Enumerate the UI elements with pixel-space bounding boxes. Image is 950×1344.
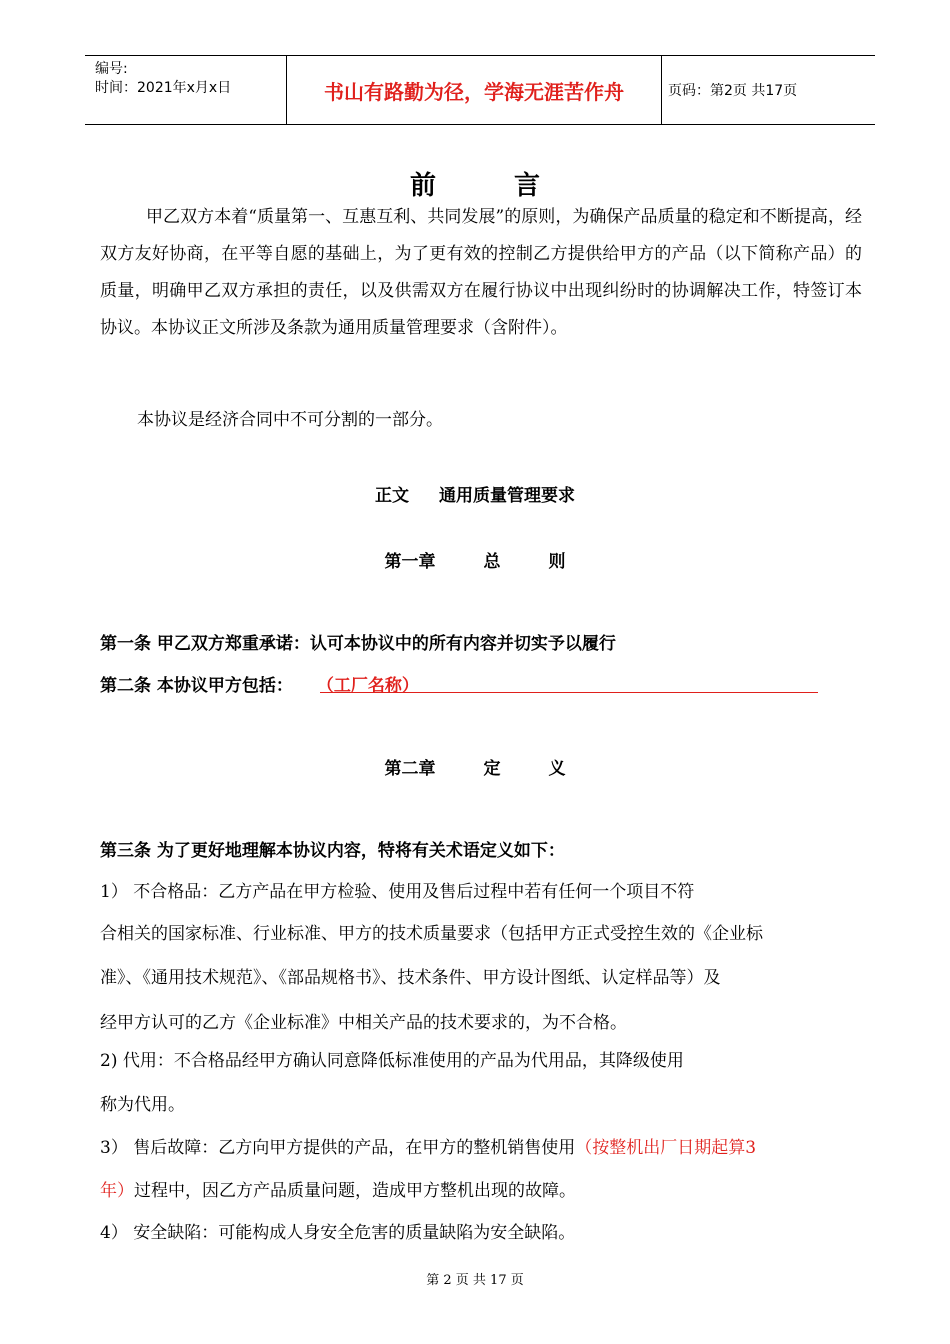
page-footer: 第 2 页 共 17 页 xyxy=(426,1273,524,1288)
article-2-label: 第二条 本协议甲方包括： xyxy=(100,676,293,696)
definition-1-line-2: 合相关的国家标准、行业标准、甲方的技术质量要求（包括甲方正式受控生效的《企业标 xyxy=(100,924,763,944)
preface-paragraph-2: 本协议是经济合同中不可分割的一部分。 xyxy=(137,410,443,430)
title-char-left: 前 xyxy=(409,171,436,201)
factory-name-field[interactable]: （工厂名称） xyxy=(316,676,419,696)
chapter-2-heading xyxy=(0,754,950,779)
definition-3-text-2: 过程中，因乙方产品质量问题，造成甲方整机出现的故障。 xyxy=(134,1181,576,1201)
header-table xyxy=(85,55,875,125)
factory-name-underline xyxy=(320,672,818,693)
definition-1-line-3: 准》、《通用技术规范》、《部品规格书》、技术条件、甲方设计图纸、认定样品等）及 xyxy=(100,968,721,988)
chapter-1-word-1: 总 xyxy=(483,552,501,572)
definition-2-line-2: 称为代用。 xyxy=(100,1095,185,1115)
definition-3-period: （按整机出厂日期起算3 xyxy=(575,1138,757,1158)
definition-3-line-2 xyxy=(100,1176,576,1201)
chapter-1-heading xyxy=(0,547,950,572)
chapter-2-word-1: 定 xyxy=(483,759,501,779)
chapter-1-number: 第一章 xyxy=(384,552,436,572)
title-char-right: 言 xyxy=(514,171,541,201)
definition-4-line-1: 4） 安全缺陷：可能构成人身安全危害的质量缺陷为安全缺陷。 xyxy=(100,1223,576,1243)
preface-paragraph: 甲乙双方本着“质量第一、互惠互利、共同发展”的原则，为确保产品质量的稳定和不断提高，经双方友好协商，在平等自愿的基础上，为了更有效的控制乙方提供给甲方的产品（以下简称产品）的质量，明确甲乙双方承担的责任，以及供需双方在履行协议中出现纠纷时的协调解决工作，特签订本协议。本协议正文所涉及条款为通用质量管理要求（含附件）。 xyxy=(100,207,862,338)
page-info: 页码：第2页 共17页 xyxy=(668,83,798,99)
article-3: 第三条 为了更好地理解本协议内容，特将有关术语定义如下： xyxy=(100,841,565,861)
definition-2-line-1: 2) 代用：不合格品经甲方确认同意降低标准使用的产品为代用品，其降级使用 xyxy=(100,1051,684,1071)
definition-3-period-end: 年） xyxy=(100,1181,134,1201)
body-heading-b: 通用质量管理要求 xyxy=(439,486,575,506)
chapter-2-number: 第二章 xyxy=(384,759,436,779)
time-label: 时间：2021年x月x日 xyxy=(95,80,232,96)
article-1: 第一条 甲乙双方郑重承诺：认可本协议中的所有内容并切实予以履行 xyxy=(100,634,616,654)
chapter-1-word-2: 则 xyxy=(548,552,566,572)
definition-3-line-1 xyxy=(100,1133,756,1158)
body-heading xyxy=(0,481,950,506)
motto: 书山有路勤为径，学海无涯苦作舟 xyxy=(286,56,662,124)
page-title xyxy=(0,165,950,202)
chapter-2-word-2: 义 xyxy=(548,759,566,779)
number-label: 编号: xyxy=(95,61,128,77)
definition-1-line-1: 1） 不合格品：乙方产品在甲方检验、使用及售后过程中若有任何一个项目不符 xyxy=(100,882,695,902)
header-left-cell xyxy=(85,56,286,124)
definition-3-text: 3） 售后故障：乙方向甲方提供的产品，在甲方的整机销售使用 xyxy=(100,1138,576,1158)
body-heading-a: 正文 xyxy=(375,486,409,506)
definition-1-line-4: 经甲方认可的乙方《企业标准》中相关产品的技术要求的，为不合格。 xyxy=(100,1013,627,1033)
